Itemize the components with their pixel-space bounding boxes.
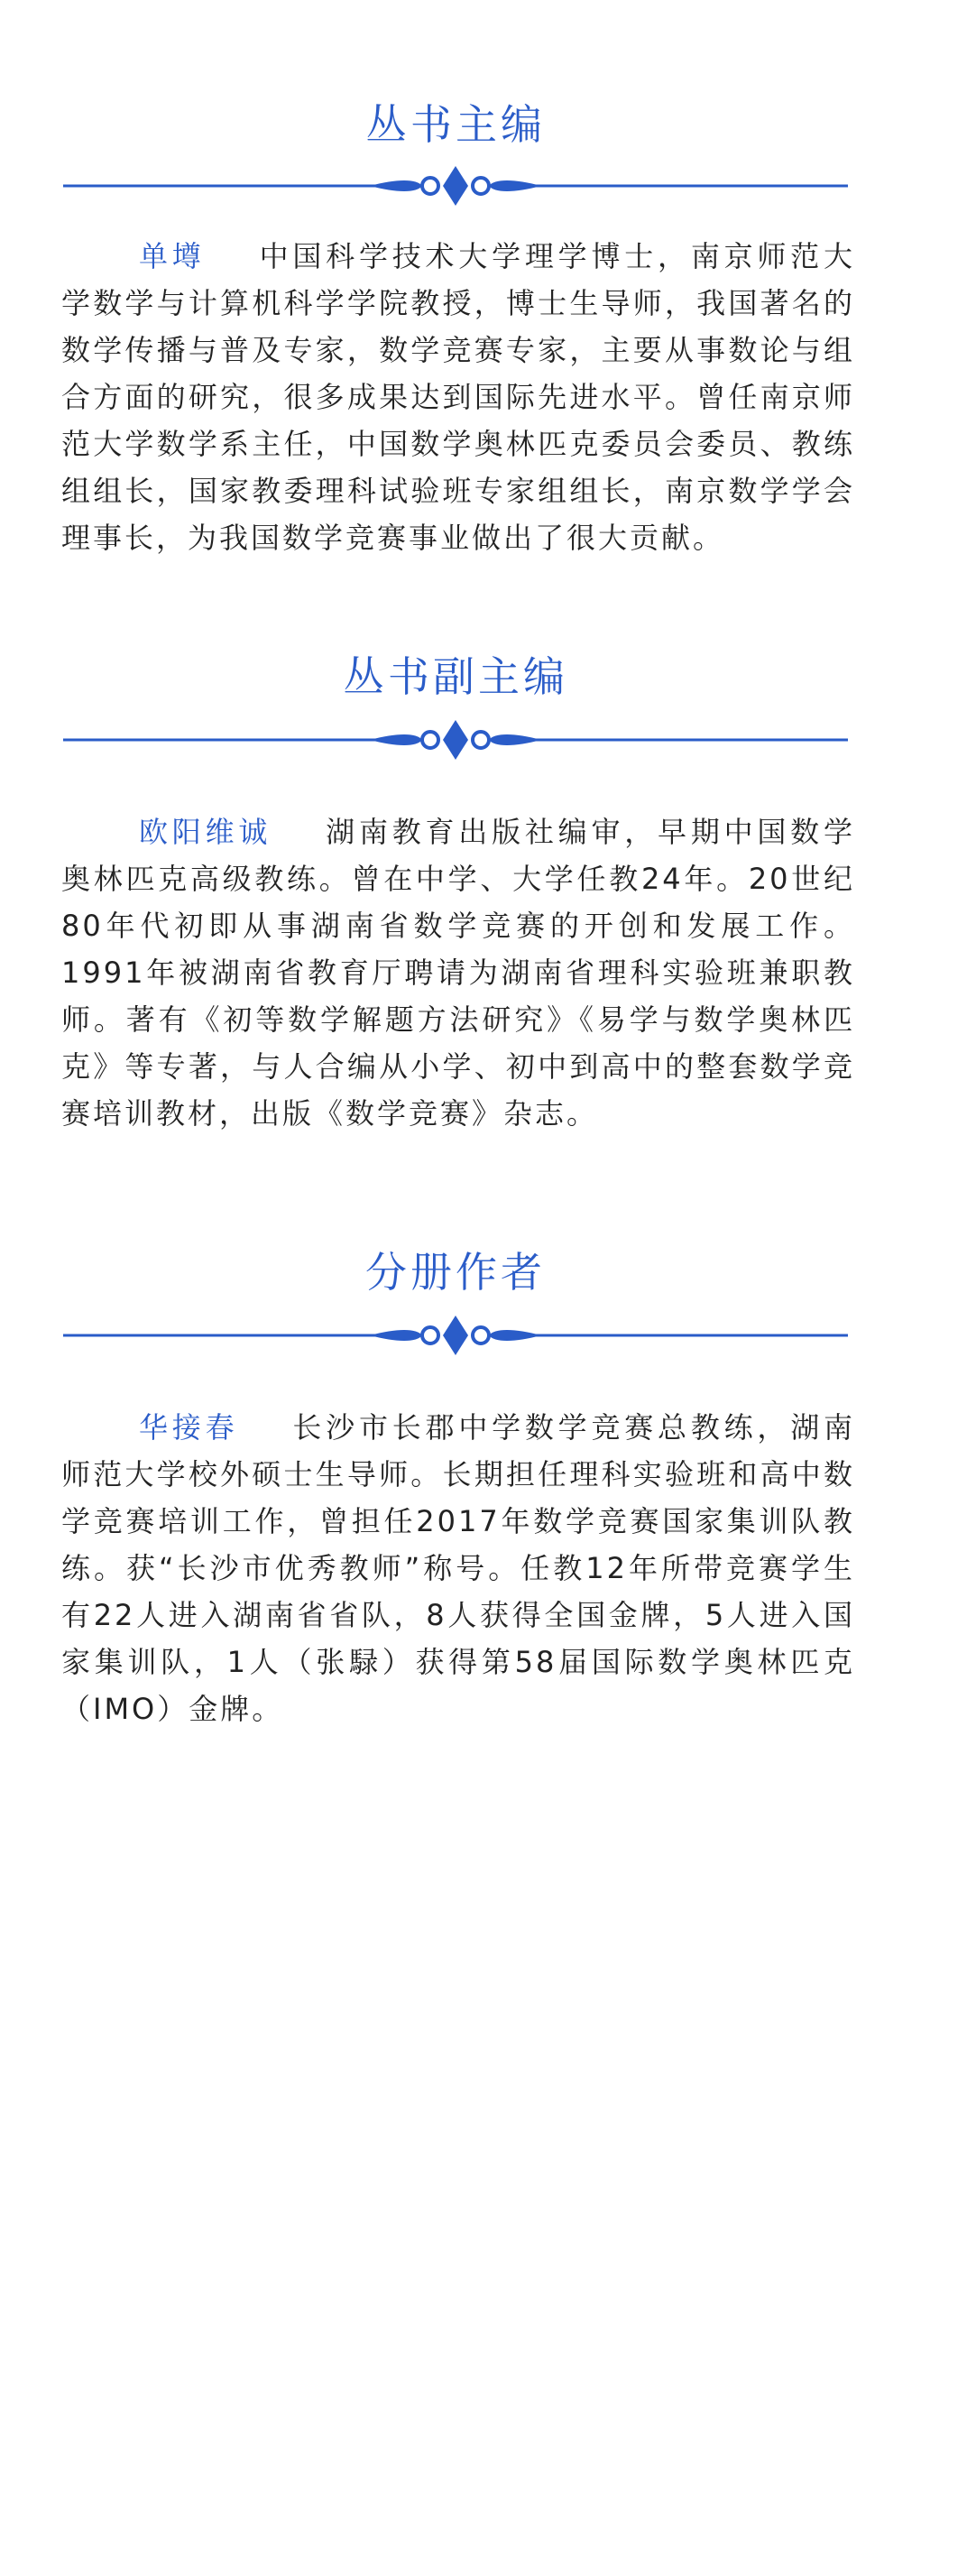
section-title-deputy-editor: 丛书副主编 xyxy=(343,652,568,701)
ornamental-divider-icon xyxy=(63,166,848,206)
bio-chief-editor xyxy=(61,233,855,561)
author-bio-text: 中国科学技术大学理学博士，南京师范大学数学与计算机科学学院教授，博士生导师，我国著名的数学传播与普及专家，数学竞赛专家，主要从事数论与组合方面的研究，很多成果达到国际先进水平。曾任南京师范大学数学系主任，中国数学奥林匹克委员会委员、教练组组长，国家教委理科试验班专家组组长，南京数学学会理事长，为我国数学竞赛事业做出了很大贡献。 xyxy=(61,239,855,555)
bio-volume-author xyxy=(61,1404,855,1732)
author-name: 欧阳维诚 xyxy=(139,815,272,849)
author-name: 单墫 xyxy=(139,239,206,273)
author-bio-text: 湖南教育出版社编审，早期中国数学奥林匹克高级教练。曾在中学、大学任教24年。20世纪80年代初即从事湖南省数学竞赛的开创和发展工作。1991年被湖南省教育厅聘请为湖南省理科实验班兼职教师。著有《初等数学解题方法研究》《易学与数学奥林匹克》等专著，与人合编从小学、初中到高中的整套数学竞赛培训教材，出版《数学竞赛》杂志。 xyxy=(61,815,855,1131)
author-bio-text: 长沙市长郡中学数学竞赛总教练，湖南师范大学校外硕士生导师。长期担任理科实验班和高中数学竞赛培训工作，曾担任2017年数学竞赛国家集训队教练。获“长沙市优秀教师”称号。任教12年所带竞赛学生有22人进入湖南省省队，8人获得全国金牌，5人进入国家集训队，1人（张騄）获得第58届国际数学奥林匹克（IMO）金牌。 xyxy=(61,1410,855,1726)
ornamental-divider-icon xyxy=(63,1316,848,1355)
section-title-volume-author: 分册作者 xyxy=(365,1248,546,1297)
author-name: 华接春 xyxy=(139,1410,239,1445)
section-title-chief-editor: 丛书主编 xyxy=(365,100,546,149)
ornamental-divider-icon xyxy=(63,720,848,760)
bio-deputy-editor xyxy=(61,808,855,1137)
